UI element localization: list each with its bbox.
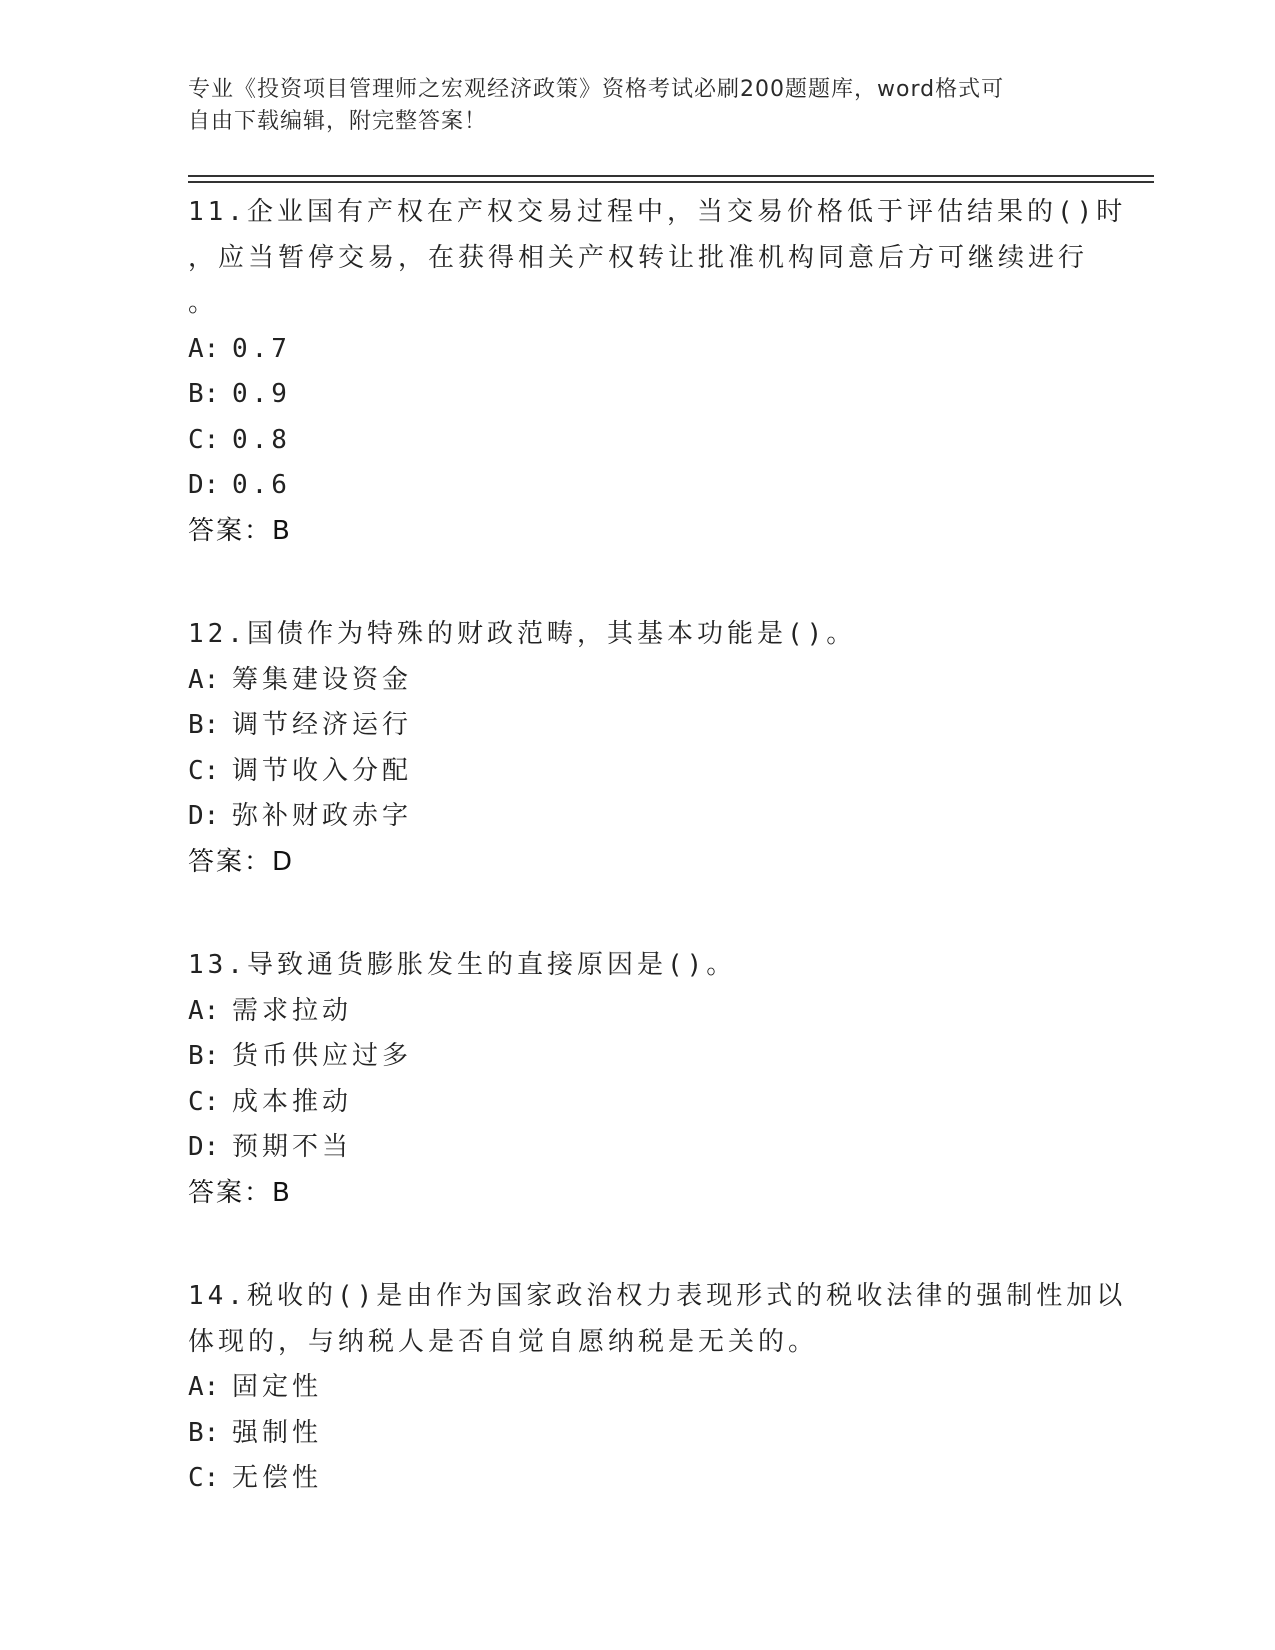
question-14 — [188, 1274, 1127, 1502]
option-c — [188, 1456, 1088, 1502]
option-text: 0.6 — [232, 470, 291, 500]
option-b — [188, 1411, 1088, 1457]
option-text: 弥补财政赤字 — [232, 801, 413, 831]
option-text: 0.9 — [232, 379, 291, 409]
question-stem-line: 14.税收的()是由作为国家政治权力表现形式的税收法律的强制性加以 — [188, 1281, 1127, 1311]
option-key: A: — [188, 664, 220, 695]
option-key: A: — [188, 995, 220, 1026]
question-list — [188, 190, 1127, 1502]
question-spacer — [188, 885, 1088, 943]
option-text: 无偿性 — [232, 1463, 323, 1493]
option-key: D: — [188, 1132, 220, 1162]
option-key: C: — [188, 424, 220, 455]
option-key: B: — [188, 1417, 220, 1448]
option-key: C: — [188, 1463, 220, 1493]
answer-line: 答案：D — [188, 846, 295, 877]
option-key: C: — [188, 755, 220, 786]
option-text: 成本推动 — [232, 1086, 353, 1117]
option-key: B: — [188, 379, 220, 409]
question-spacer — [188, 554, 1088, 612]
option-c — [188, 418, 1088, 464]
option-a — [188, 1365, 1088, 1411]
header-rule-bottom — [188, 181, 1154, 183]
question-11 — [188, 190, 1127, 554]
option-text: 筹集建设资金 — [232, 664, 413, 695]
option-key: A: — [188, 1372, 220, 1402]
option-a — [188, 658, 1088, 704]
question-13 — [188, 943, 1088, 1216]
option-c — [188, 749, 1088, 795]
option-text: 货币供应过多 — [232, 1041, 413, 1071]
question-12 — [188, 612, 1088, 885]
option-b — [188, 372, 1088, 418]
option-key: D: — [188, 470, 220, 500]
option-a — [188, 989, 1088, 1035]
option-key: B: — [188, 710, 220, 740]
option-d — [188, 794, 1088, 840]
question-spacer — [188, 1216, 1088, 1274]
answer-line: 答案：B — [188, 1177, 292, 1208]
question-stem-line: 12.国债作为特殊的财政范畴，其基本功能是()。 — [188, 619, 857, 649]
option-key: D: — [188, 801, 220, 831]
option-key: A: — [188, 333, 220, 364]
option-d — [188, 1125, 1088, 1171]
question-stem-line: 。 — [188, 288, 219, 318]
header-line-2: 自由下载编辑，附完整答案！ — [188, 109, 488, 134]
header-line-1: 专业《投资项目管理师之宏观经济政策》资格考试必刷200题题库，word格式可 — [188, 77, 1005, 102]
option-text: 0.8 — [232, 424, 291, 455]
option-b — [188, 1034, 1088, 1080]
option-key: B: — [188, 1041, 220, 1071]
document-header — [188, 74, 1088, 138]
option-text: 调节经济运行 — [232, 710, 413, 740]
question-stem-line: 13.导致通货膨胀发生的直接原因是()。 — [188, 950, 737, 980]
header-rule-top — [188, 175, 1154, 177]
option-text: 固定性 — [232, 1372, 323, 1402]
option-a — [188, 327, 1088, 373]
option-text: 调节收入分配 — [232, 755, 413, 786]
option-d — [188, 463, 1088, 509]
option-text: 0.7 — [232, 333, 291, 364]
question-stem-line: 体现的，与纳税人是否自觉自愿纳税是无关的。 — [188, 1326, 819, 1357]
option-c — [188, 1080, 1088, 1126]
option-text: 需求拉动 — [232, 995, 353, 1026]
question-stem-line: ，应当暂停交易，在获得相关产权转让批准机构同意后方可继续进行 — [188, 242, 1089, 273]
option-text: 预期不当 — [232, 1132, 353, 1162]
option-text: 强制性 — [232, 1417, 323, 1448]
option-key: C: — [188, 1086, 220, 1117]
question-stem-line: 11.企业国有产权在产权交易过程中，当交易价格低于评估结果的()时 — [188, 197, 1127, 227]
option-b — [188, 703, 1088, 749]
answer-line: 答案：B — [188, 515, 292, 546]
